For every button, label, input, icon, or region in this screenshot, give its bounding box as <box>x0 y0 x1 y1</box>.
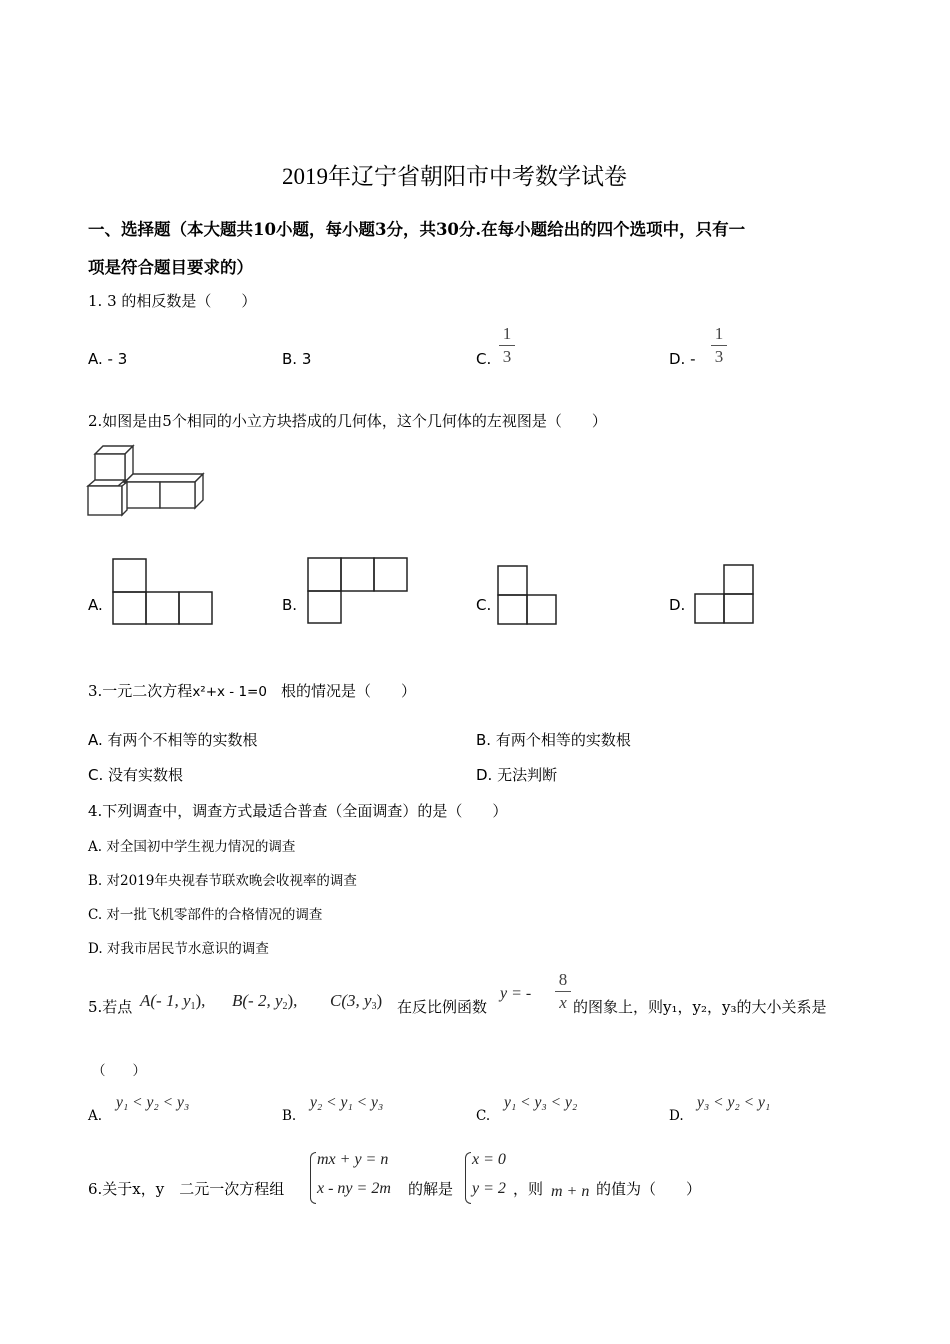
q2-option-a[interactable]: A. <box>88 596 103 614</box>
option-label: C. <box>88 766 104 784</box>
q2-stem: 2.如图是由5个相同的小立方块搭成的几何体，这个几何体的左视图是（ ） <box>88 412 607 430</box>
q6-solution-brace <box>465 1152 471 1204</box>
fraction-denominator: 3 <box>502 347 512 366</box>
q5-stem-post: 的图象上，则y₁，y₂，y₃的大小关系是 <box>573 998 827 1016</box>
option-label: A. <box>88 731 103 749</box>
q6-stem-mid2: ，则 <box>513 1180 544 1198</box>
q5-function-fraction <box>555 970 571 1013</box>
q2-option-d-figure[interactable] <box>694 564 756 626</box>
q6-stem-post: 的值为（ ） <box>596 1180 702 1198</box>
cube-front-face <box>125 482 160 508</box>
q3-stem <box>88 680 416 701</box>
section-header-line2: 项是符合题目要求的） <box>88 258 253 277</box>
q5-point-a: A(- 1, $y_1$), <box>140 991 206 1012</box>
option-label: B. <box>476 731 492 749</box>
q2-option-a-figure[interactable] <box>112 558 214 626</box>
fraction-bar <box>555 991 571 992</box>
q3-equation: x²+x - 1=0 <box>192 684 267 700</box>
q5-option-a-label[interactable]: A. <box>88 1108 103 1124</box>
q1-stem: 1. 3 的相反数是（ ） <box>88 292 257 310</box>
fraction-numerator: 1 <box>502 324 512 343</box>
q6-solution-y: y = 2 <box>472 1180 506 1197</box>
q5-option-a[interactable]: y₁ < y₂ < y₃ <box>116 1094 190 1111</box>
option-label: D. <box>476 766 493 784</box>
q1-option-c-fraction <box>499 324 515 367</box>
q2-option-c[interactable]: C. <box>476 596 492 614</box>
fraction-bar <box>499 345 515 346</box>
q2-option-c-figure[interactable] <box>497 565 559 627</box>
q6-system-brace <box>310 1152 316 1204</box>
q1-option-a[interactable]: A. - 3 <box>88 350 128 368</box>
q2-option-b-figure[interactable] <box>307 557 409 625</box>
q1-option-b[interactable]: B. 3 <box>282 350 312 368</box>
q1-option-c-label[interactable]: C. <box>476 350 492 368</box>
q5-option-b[interactable]: y₂ < y₁ < y₃ <box>310 1094 384 1111</box>
q3-option-a[interactable] <box>88 729 258 750</box>
q4-stem: 4.下列调查中，调查方式最适合普查（全面调查）的是（ ） <box>88 802 508 820</box>
q2-option-d[interactable]: D. <box>669 596 686 614</box>
cube-side-face <box>122 482 127 515</box>
cube-front-face <box>95 454 125 482</box>
fraction-numerator: 1 <box>714 324 724 343</box>
q1-option-d-fraction <box>711 324 727 367</box>
q5-point-c: C(3, $y_3$) <box>330 991 383 1012</box>
option-text: 有两个相等的实数根 <box>495 731 631 749</box>
fraction-denominator: x <box>559 993 567 1012</box>
q5-option-c-label[interactable]: C. <box>476 1108 491 1124</box>
cube-front-face <box>88 486 122 515</box>
q6-solution-x: x = 0 <box>472 1151 506 1168</box>
fraction-numerator: 8 <box>558 970 568 989</box>
q5-option-b-label[interactable]: B. <box>282 1108 297 1124</box>
q2-option-b[interactable]: B. <box>282 596 298 614</box>
q5-stem-pre: 5.若点 <box>88 998 133 1016</box>
q3-stem-post: 根的情况是（ ） <box>280 682 416 700</box>
option-text: 无法判断 <box>497 766 558 784</box>
q4-option-c[interactable]: C. 对一批飞机零部件的合格情况的调查 <box>88 907 323 923</box>
q6-stem-mid: 的解是 <box>408 1180 454 1198</box>
cube-row-top <box>125 474 203 482</box>
section-header-line1: 一、选择题（本大题共10小题，每小题3分，共30分.在每小题给出的四个选项中，只有一 <box>88 220 746 239</box>
q5-stem-mid: 在反比例函数 <box>397 998 488 1016</box>
q2-cube-figure <box>85 442 205 520</box>
page-title: 2019年辽宁省朝阳市中考数学试卷 <box>282 164 627 189</box>
q3-option-c[interactable] <box>88 764 183 785</box>
q5-function-lhs: y = - <box>500 985 532 1002</box>
q4-option-d[interactable]: D. 对我市居民节水意识的调查 <box>88 941 269 957</box>
cube-top-face <box>88 480 125 486</box>
fraction-denominator: 3 <box>714 347 724 366</box>
q5-option-d[interactable]: y₃ < y₂ < y₁ <box>697 1094 771 1111</box>
q4-option-a[interactable]: A. 对全国初中学生视力情况的调查 <box>88 839 296 855</box>
q1-option-d-label[interactable]: D. - <box>669 350 696 368</box>
option-text: 有两个不相等的实数根 <box>107 731 258 749</box>
q6-expression: m + n <box>551 1183 590 1200</box>
q5-paren: （ ） <box>92 1063 146 1079</box>
q5-option-d-label[interactable]: D. <box>669 1108 684 1124</box>
q3-stem-pre: 3.一元二次方程 <box>88 682 193 700</box>
q3-option-b[interactable] <box>476 729 631 750</box>
fraction-bar <box>711 345 727 346</box>
q6-stem-pre: 6.关于x，y 二元一次方程组 <box>88 1180 285 1198</box>
q5-point-b: B(- 2, $y_2$), <box>232 991 298 1012</box>
q5-option-c[interactable]: y₁ < y₃ < y₂ <box>504 1094 578 1111</box>
q4-option-b[interactable]: B. 对2019年央视春节联欢晚会收视率的调查 <box>88 873 357 889</box>
cube-front-face <box>160 482 195 508</box>
q6-system-eq1: mx + y = n <box>317 1151 389 1168</box>
q6-system-eq2: x - ny = 2m <box>317 1180 391 1197</box>
option-text: 没有实数根 <box>108 766 184 784</box>
q3-option-d[interactable] <box>476 764 557 785</box>
